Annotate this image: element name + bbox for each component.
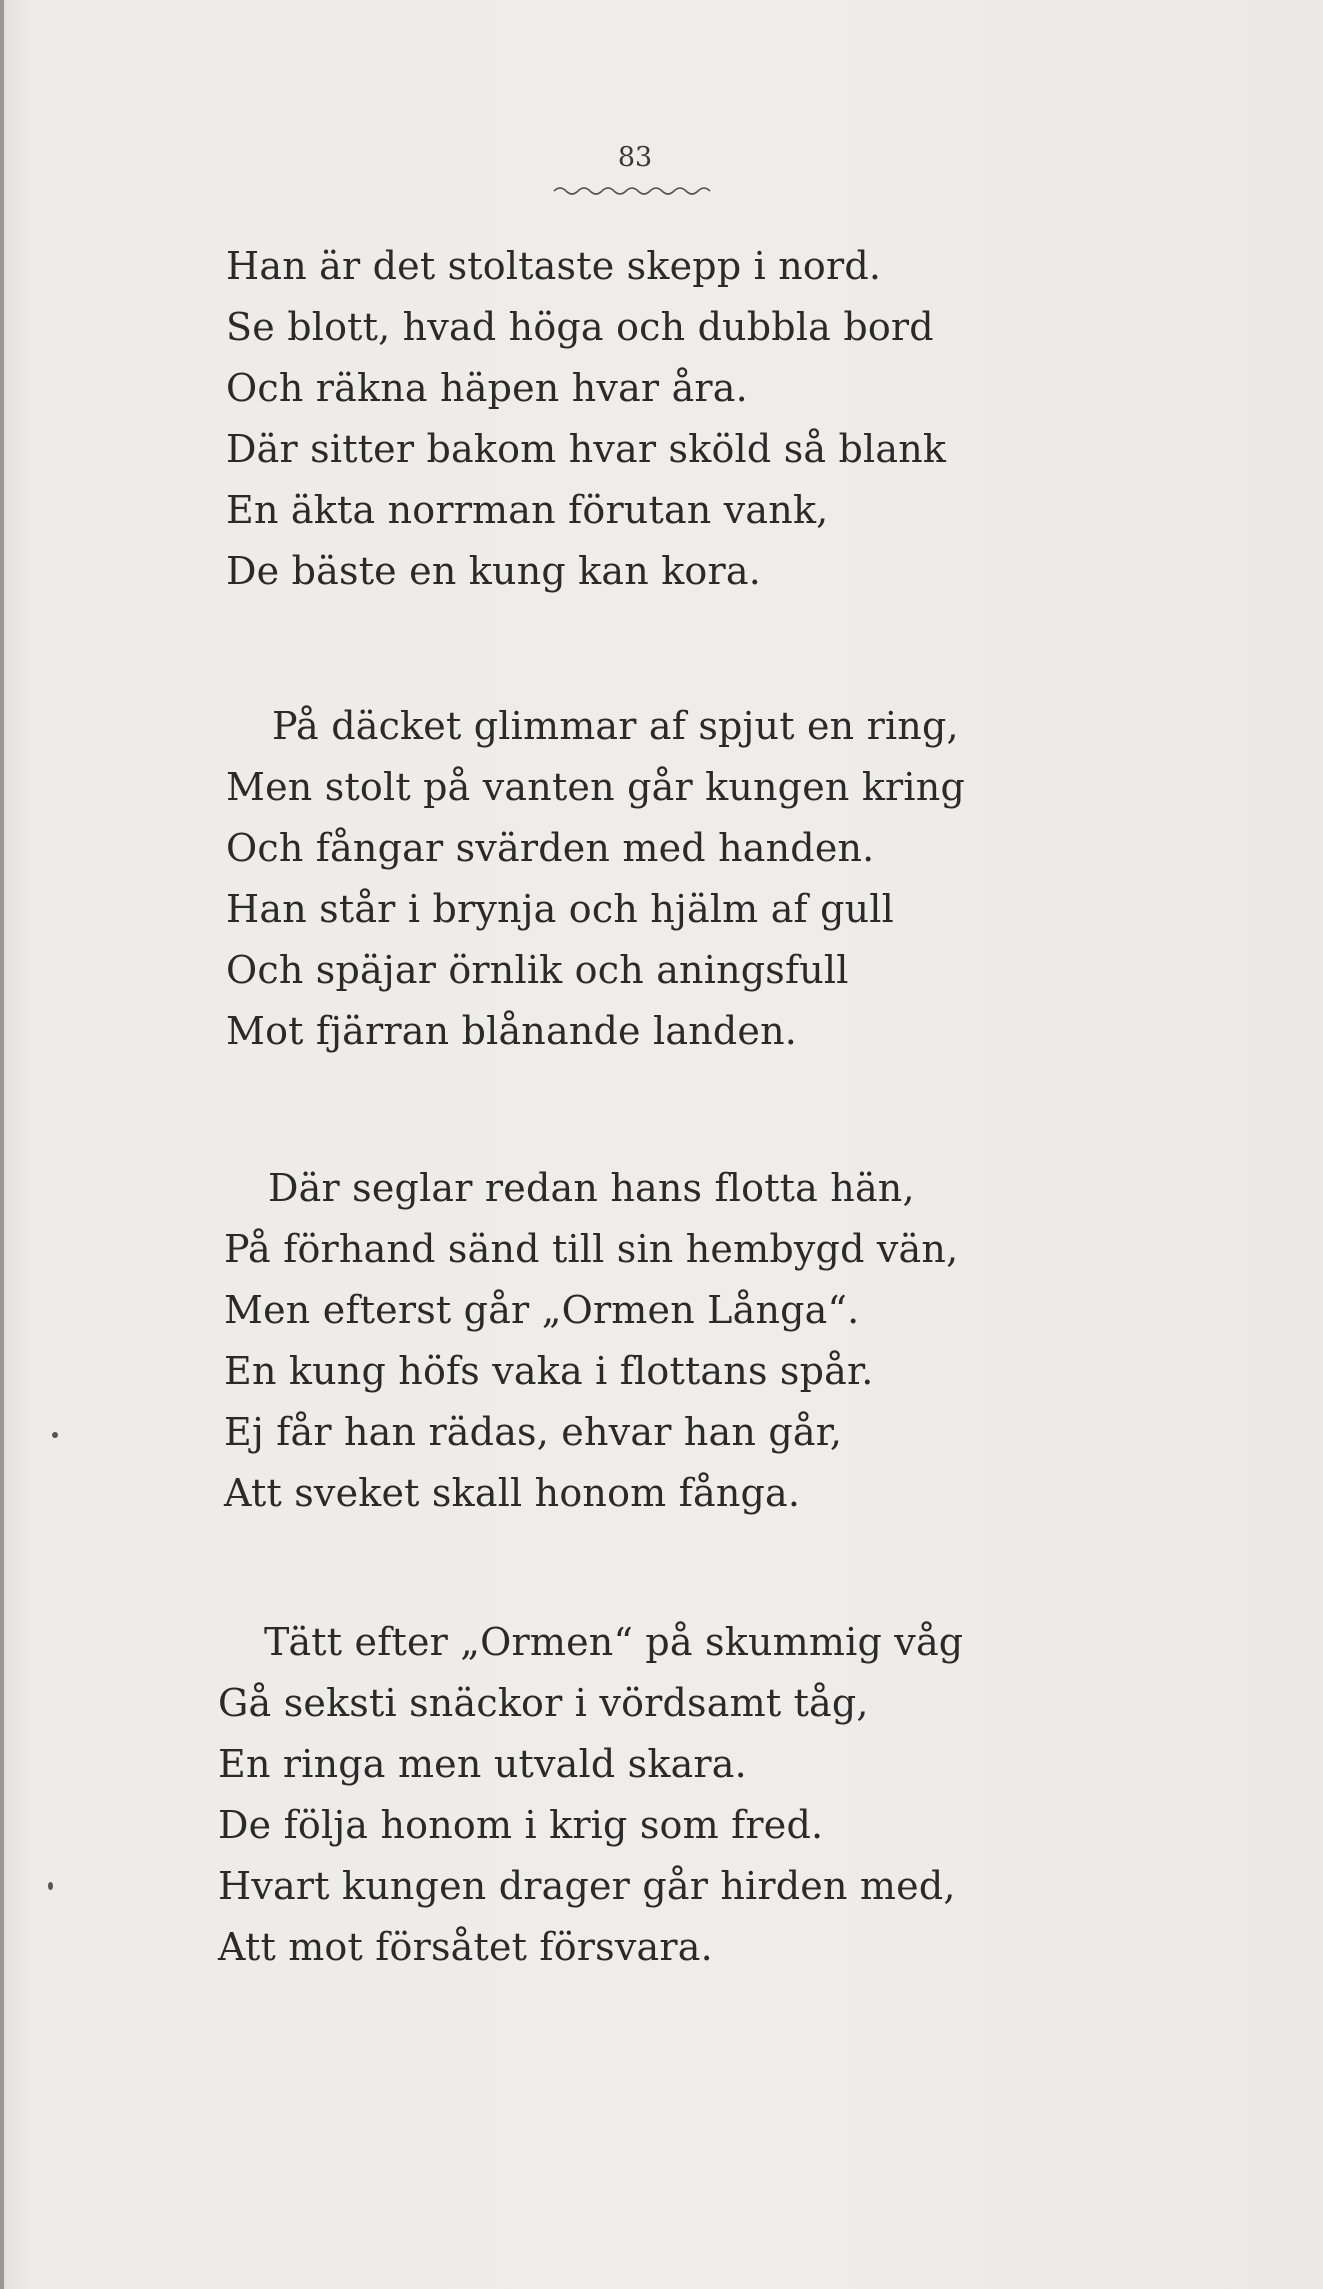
verse-line: En äkta norrman förutan vank,	[226, 488, 829, 532]
verse-line: Där sitter bakom hvar sköld så blank	[226, 427, 947, 471]
page-number: 83	[617, 142, 653, 173]
verse-line: Att sveket skall honom fånga.	[224, 1471, 801, 1515]
ink-speck	[52, 1432, 58, 1438]
verse-line: Och räkna häpen hvar åra.	[226, 366, 748, 410]
stanza-3	[224, 1158, 958, 1524]
verse-line: Han står i brynja och hjälm af gull	[226, 887, 894, 931]
verse-line: Att mot försåtet försvara.	[218, 1925, 713, 1969]
verse-line: Ej får han rädas, ehvar han går,	[224, 1410, 843, 1454]
verse-line: På förhand sänd till sin hembygd vän,	[224, 1227, 959, 1271]
verse-line: Hvart kungen drager går hirden med,	[218, 1864, 956, 1908]
verse-line: Men stolt på vanten går kungen kring	[226, 765, 965, 809]
verse-line: Han är det stoltaste skepp i nord.	[226, 244, 882, 288]
verse-line: Gå seksti snäckor i vördsamt tåg,	[218, 1681, 869, 1725]
verse-line: På däcket glimmar af spjut en ring,	[272, 704, 959, 748]
verse-line: En kung höfs vaka i flottans spår.	[224, 1349, 874, 1393]
verse-line: Tätt efter „Ormen“ på skummig våg	[264, 1620, 964, 1664]
verse-line: En ringa men utvald skara.	[218, 1742, 747, 1786]
stanza-2	[226, 696, 965, 1062]
verse-line: De följa honom i krig som fred.	[218, 1803, 824, 1847]
verse-line: Se blott, hvad höga och dubbla bord	[226, 305, 934, 349]
verse-line: Och späjar örnlik och aningsfull	[226, 948, 849, 992]
stanza-4	[218, 1612, 963, 1978]
stanza-1	[226, 236, 946, 602]
verse-line: Och fångar svärden med handen.	[226, 826, 875, 870]
page-binding-edge	[0, 0, 4, 2289]
verse-line: Där seglar redan hans flotta hän,	[268, 1166, 915, 1210]
verse-line: De bäste en kung kan kora.	[226, 549, 762, 593]
verse-line: Mot fjärran blånande landen.	[226, 1009, 798, 1053]
wavy-rule-ornament	[552, 184, 712, 198]
verse-line: Men efterst går „Ormen Långa“.	[224, 1288, 860, 1332]
ink-speck	[48, 1882, 53, 1890]
